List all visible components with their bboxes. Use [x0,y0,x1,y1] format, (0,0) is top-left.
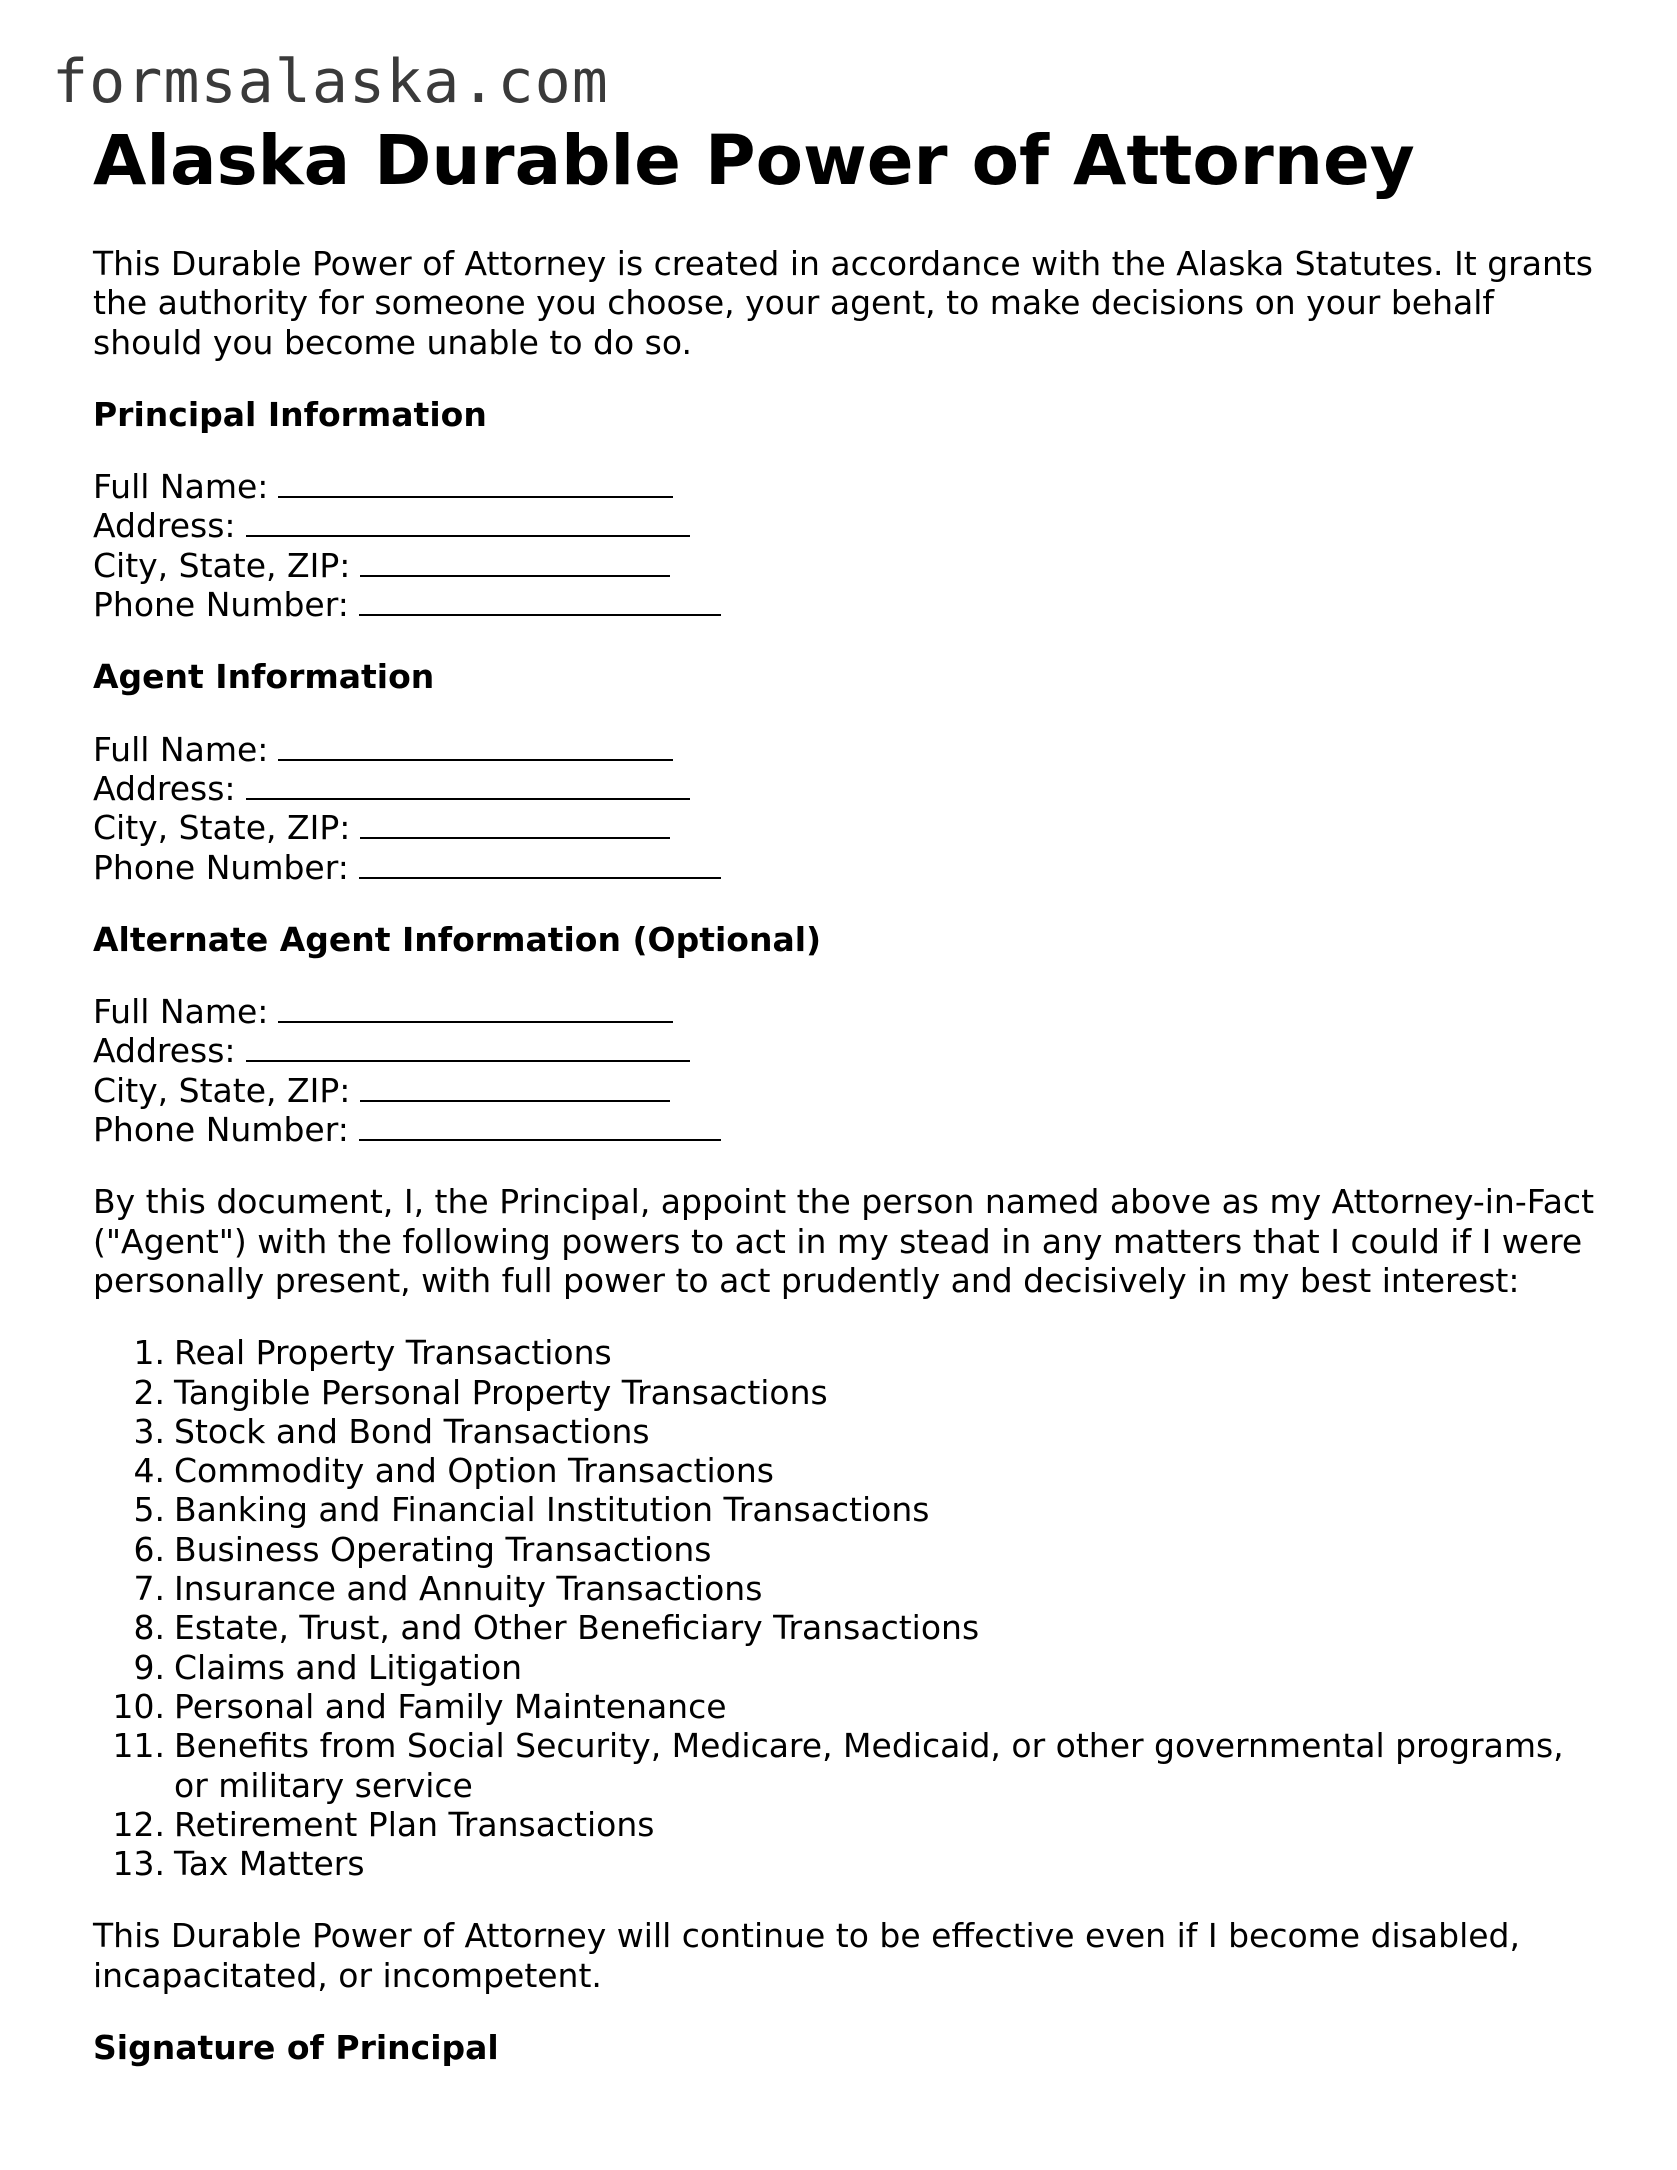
alternate-full-name-field [93,992,1603,1031]
alternate-city-blank[interactable] [360,1072,670,1102]
alternate-agent-section-title: Alternate Agent Information (Optional) [93,919,822,959]
list-item-text: Claims and Litigation [174,1647,523,1687]
alternate-address-label: Address: [93,1031,236,1071]
principal-city-label: City, State, ZIP: [93,545,351,585]
alternate-phone-blank[interactable] [359,1111,721,1141]
list-item [93,1805,1603,1844]
principal-address-field [93,506,1603,545]
principal-city-blank[interactable] [360,547,670,577]
principal-full-name-blank[interactable] [278,468,673,498]
principal-phone-field [93,585,1603,624]
list-item [93,1726,1603,1805]
list-item-text: Business Operating Transactions [174,1529,712,1569]
principal-phone-label: Phone Number: [93,585,349,625]
agent-fields [93,730,1603,887]
intro-paragraph: This Durable Power of Attorney is created in accordance with the Alaska Statutes. It grants the authority for someone you choose, your agent, to make decisions on your behalf should you become unable to do so. [93,244,1593,362]
list-item-text: Commodity and Option Transactions [174,1451,774,1491]
agent-full-name-blank[interactable] [278,731,673,761]
agent-address-blank[interactable] [246,770,690,800]
list-item [93,1844,1603,1883]
list-item-number: 13. [112,1844,165,1884]
document-title: Alaska Durable Power of Attorney [93,121,1415,201]
alternate-phone-field [93,1110,1603,1149]
principal-full-name-field [93,467,1603,506]
alternate-address-blank[interactable] [246,1032,690,1062]
appointment-paragraph: By this document, I, the Principal, appoint the person named above as my Attorney-in-Fact ("Agent") with the following powers to act in my stead in any matters that I could if I were personally present, with full power to act prudently and decisively in my best interest: [93,1182,1595,1300]
principal-address-label: Address: [93,506,236,546]
list-item-text: Stock and Bond Transactions [174,1411,650,1451]
list-item-number: 10. [112,1686,165,1726]
list-item-number: 1. [133,1333,165,1373]
agent-phone-blank[interactable] [359,849,721,879]
agent-phone-label: Phone Number: [93,847,349,887]
agent-address-label: Address: [93,768,236,808]
list-item [93,1333,1603,1372]
list-item-number: 8. [133,1608,165,1648]
list-item [93,1490,1603,1529]
list-item-text: Personal and Family Maintenance [174,1686,727,1726]
principal-phone-blank[interactable] [359,586,721,616]
list-item-text: Real Property Transactions [174,1333,612,1373]
list-item-number: 11. [112,1726,165,1766]
alternate-city-label: City, State, ZIP: [93,1070,351,1110]
agent-phone-field [93,848,1603,887]
alternate-phone-label: Phone Number: [93,1110,349,1150]
list-item [93,1569,1603,1608]
alternate-address-field [93,1031,1603,1070]
principal-full-name-label: Full Name: [93,467,269,507]
list-item [93,1412,1603,1451]
alternate-full-name-blank[interactable] [278,993,673,1023]
principal-city-field [93,546,1603,585]
list-item-number: 6. [133,1529,165,1569]
site-watermark: formsalaska.com [52,47,609,117]
list-item-text: Estate, Trust, and Other Beneficiary Transactions [174,1608,980,1648]
alternate-full-name-label: Full Name: [93,992,269,1032]
list-item-number: 4. [133,1451,165,1491]
list-item-number: 3. [133,1411,165,1451]
list-item [93,1451,1603,1490]
signature-section-title: Signature of Principal [93,2027,499,2067]
list-item-text: Retirement Plan Transactions [174,1804,655,1844]
list-item-text: Insurance and Annuity Transactions [174,1569,763,1609]
list-item-text: Banking and Financial Institution Transactions [174,1490,930,1530]
list-item [93,1687,1603,1726]
list-item-text: Tax Matters [174,1844,365,1884]
principal-section-title: Principal Information [93,394,487,434]
alternate-city-field [93,1071,1603,1110]
agent-address-field [93,769,1603,808]
principal-section [93,395,1603,624]
list-item-number: 12. [112,1804,165,1844]
agent-full-name-label: Full Name: [93,729,269,769]
agent-full-name-field [93,730,1603,769]
document-page [93,118,1603,2067]
alternate-agent-section [93,920,1603,1149]
principal-address-blank[interactable] [246,507,690,537]
principal-fields [93,467,1603,624]
list-item [93,1648,1603,1687]
list-item-number: 2. [133,1372,165,1412]
agent-city-label: City, State, ZIP: [93,808,351,848]
agent-city-blank[interactable] [360,809,670,839]
alternate-agent-fields [93,992,1603,1149]
list-item [93,1608,1603,1647]
list-item-text: Benefits from Social Security, Medicare, Medicaid, or other governmental programs, or military service [174,1726,1564,1805]
agent-section [93,657,1603,886]
list-item [93,1373,1603,1412]
agent-city-field [93,808,1603,847]
list-item-number: 5. [133,1490,165,1530]
list-item-number: 9. [133,1647,165,1687]
closing-paragraph: This Durable Power of Attorney will continue to be effective even if I become disabled, incapacitated, or incompetent. [93,1916,1520,1995]
agent-section-title: Agent Information [93,657,435,697]
list-item-text: Tangible Personal Property Transactions [174,1372,828,1412]
list-item-number: 7. [133,1569,165,1609]
list-item [93,1530,1603,1569]
powers-list [93,1333,1603,1883]
